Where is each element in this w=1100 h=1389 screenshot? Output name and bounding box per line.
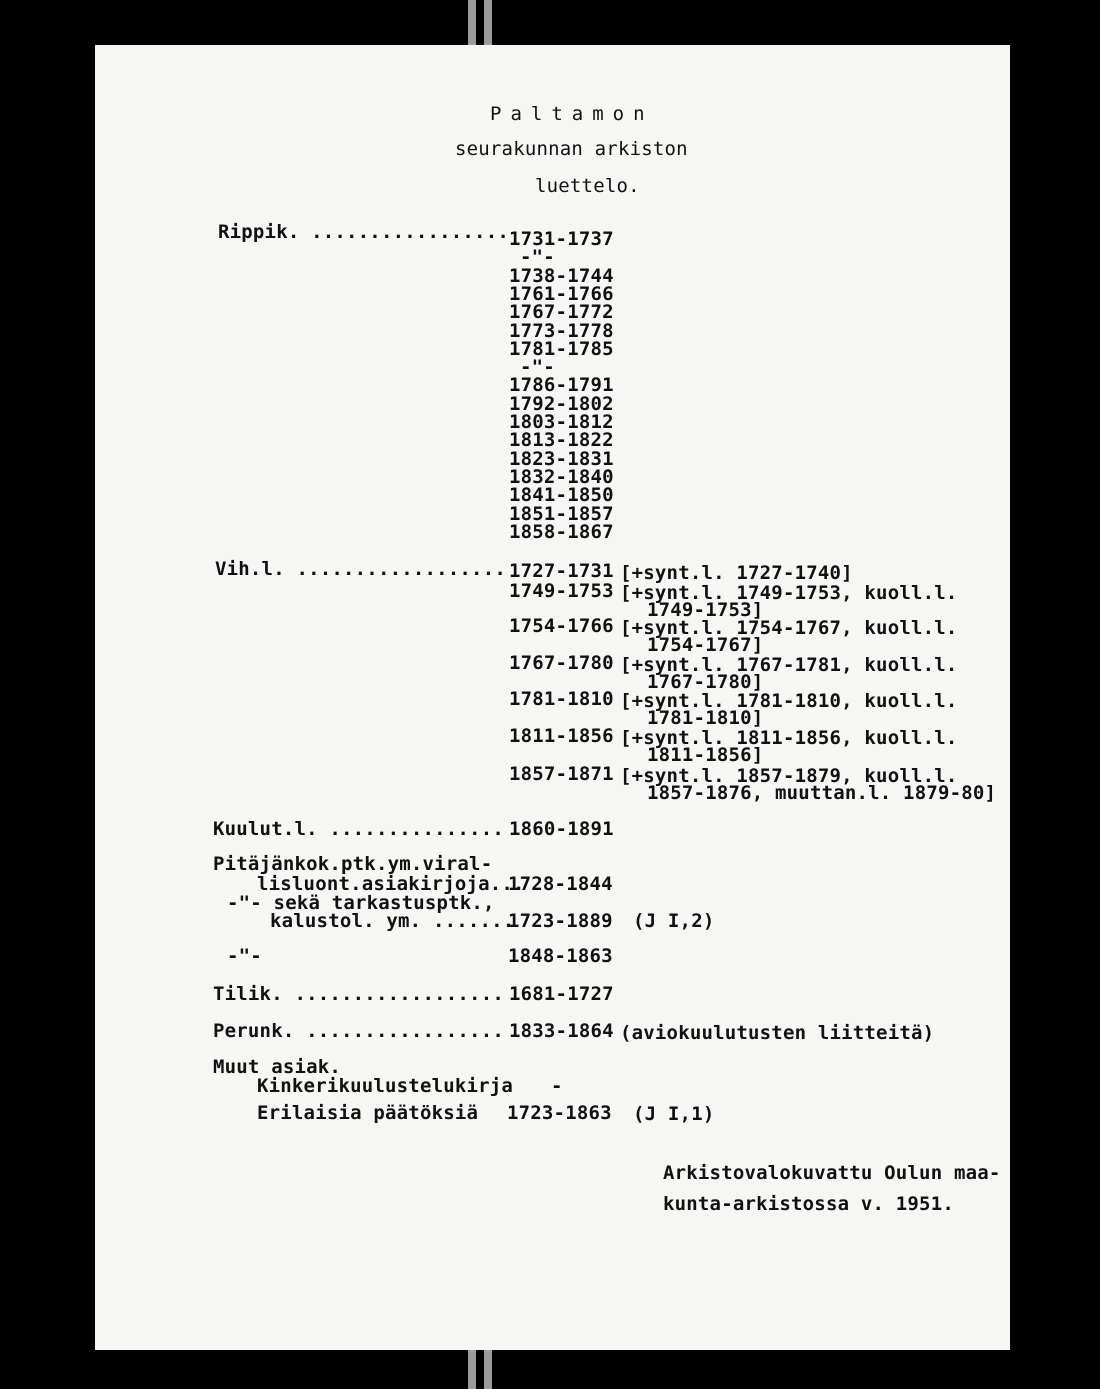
vih-note: [+synt.l. 1754-1767, kuoll.l. (620, 617, 958, 639)
muut-item2-note: (J I,1) (633, 1103, 715, 1125)
rippik-year: -"- (520, 356, 555, 379)
pitajankok-years2: 1723-1889 (508, 910, 613, 932)
rippik-label: Rippik. ................. (218, 221, 509, 243)
vih-note-continued: 1857-1876, muuttan.l. 1879-80] (647, 782, 997, 804)
vih-note: [+synt.l. 1749-1753, kuoll.l. (620, 582, 958, 604)
muut-item1: Kinkerikuulustelukirja (257, 1075, 514, 1097)
document-subtitle: seurakunnan arkiston (455, 138, 688, 160)
perunk-label: Perunk. ................. (213, 1020, 504, 1042)
rippik-year: 1781-1785 (509, 337, 614, 360)
perunk-years: 1833-1864 (509, 1020, 614, 1042)
kuulut-label: Kuulut.l. ............... (213, 818, 504, 840)
vih-years: 1749-1753 (509, 580, 614, 602)
document-page (95, 45, 1010, 1350)
vih-note: [+synt.l. 1857-1879, kuoll.l. (620, 765, 958, 787)
rippik-year: 1841-1850 (509, 484, 614, 507)
rippik-year: 1858-1867 (509, 520, 614, 543)
vih-years: 1857-1871 (509, 763, 614, 785)
vih-note-continued: 1767-1780] (647, 671, 764, 693)
vih-years: 1727-1731 (509, 560, 614, 582)
rippik-year: 1851-1857 (509, 502, 614, 525)
pitajankok-line4: kalustol. ym. ....... (270, 910, 515, 932)
pitajankok-line3: -"- sekä tarkastusptk., (227, 892, 495, 914)
vih-note-continued: 1811-1856] (647, 744, 764, 766)
rippik-year: 1731-1737 (509, 228, 614, 250)
perunk-note: (aviokuulutusten liitteitä) (620, 1022, 935, 1044)
rippik-year: 1773-1778 (509, 319, 614, 342)
document-title: Paltamon (490, 103, 654, 125)
pitajankok-line1: Pitäjänkok.ptk.ym.viral- (213, 853, 493, 875)
vih-note: [+synt.l. 1727-1740] (620, 562, 853, 584)
pitajankok-note2: (J I,2) (633, 910, 715, 932)
muut-item2-years: 1723-1863 (507, 1102, 612, 1124)
vih-note: [+synt.l. 1767-1781, kuoll.l. (620, 654, 958, 676)
rippik-year: 1803-1812 (509, 411, 614, 433)
rippik-year: 1786-1791 (509, 374, 614, 397)
document-subtitle-2: luettelo. (535, 175, 640, 197)
pitajankok-line2: lisluont.asiakirjoja... (257, 873, 525, 895)
rippik-year: 1823-1831 (509, 447, 614, 470)
rippik-year: 1813-1822 (509, 429, 614, 452)
muut-item1-years: - (551, 1075, 563, 1097)
rippik-year: -"- (520, 246, 555, 269)
vih-years: 1754-1766 (509, 615, 614, 637)
rippik-year: 1738-1744 (509, 264, 614, 287)
rippik-year: 1792-1802 (509, 392, 614, 415)
vih-note-continued: 1781-1810] (647, 707, 764, 729)
vih-note: [+synt.l. 1811-1856, kuoll.l. (620, 727, 958, 749)
vih-years: 1781-1810 (509, 688, 614, 710)
vih-years: 1767-1780 (509, 652, 614, 674)
muut-label: Muut asiak. (213, 1056, 342, 1078)
pitajankok-years3: 1848-1863 (508, 945, 613, 967)
vih-note-continued: 1754-1767] (647, 634, 764, 656)
vih-label: Vih.l. .................. (215, 558, 506, 580)
vih-note-continued: 1749-1753] (647, 599, 764, 621)
footer-line2: kunta-arkistossa v. 1951. (663, 1193, 954, 1215)
footer-line1: Arkistovalokuvattu Oulun maa- (663, 1162, 1001, 1184)
kuulut-years: 1860-1891 (509, 818, 614, 840)
tilik-label: Tilik. .................. (213, 983, 504, 1005)
tilik-years: 1681-1727 (509, 983, 614, 1005)
pitajankok-ditto: -"- (227, 945, 262, 967)
rippik-year: 1832-1840 (509, 465, 614, 488)
muut-item2: Erilaisia päätöksiä (257, 1102, 479, 1124)
pitajankok-years1: 1728-1844 (508, 873, 613, 895)
vih-note: [+synt.l. 1781-1810, kuoll.l. (620, 690, 958, 712)
vih-years: 1811-1856 (509, 725, 614, 747)
rippik-year: 1767-1772 (509, 301, 614, 324)
rippik-year: 1761-1766 (509, 282, 614, 305)
